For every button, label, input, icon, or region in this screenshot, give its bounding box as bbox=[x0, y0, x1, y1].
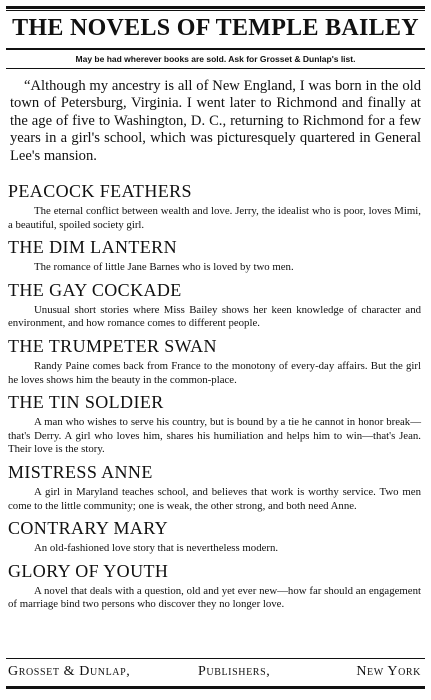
book-entry bbox=[8, 560, 421, 612]
book-list bbox=[8, 180, 421, 616]
book-description: The romance of little Jane Barnes who is loved by two men. bbox=[34, 261, 294, 274]
book-description: A novel that deals with a question, old and yet ever new—how far should an engagement of marriage bind two persons who discover they no longer love. bbox=[8, 584, 421, 611]
publisher-city: New York bbox=[356, 664, 421, 679]
book-title: THE DIM LANTERN bbox=[8, 237, 177, 258]
book-title: GLORY OF YOUTH bbox=[8, 560, 169, 581]
book-entry bbox=[8, 335, 421, 387]
publisher-role: Publishers, bbox=[198, 664, 271, 679]
book-description: Unusual short stories where Miss Bailey shows her keen knowledge of character and environment, and how romance comes to different people. bbox=[8, 303, 421, 330]
book-title: THE TRUMPETER SWAN bbox=[8, 335, 217, 356]
page-title: THE NOVELS OF TEMPLE BAILEY bbox=[12, 15, 419, 41]
book-title: THE TIN SOLDIER bbox=[8, 392, 164, 413]
top-double-rule bbox=[6, 6, 425, 9]
book-description: The eternal conflict between wealth and love. Jerry, the idealist who is poor, loves Mimi, a beautiful, spoiled society girl. bbox=[8, 205, 421, 231]
bottom-rule bbox=[6, 686, 425, 689]
book-title: MISTRESS ANNE bbox=[8, 461, 153, 482]
publisher-name: Grosset & Dunlap, bbox=[8, 664, 131, 679]
book-entry bbox=[8, 236, 421, 275]
top-thin-rule bbox=[6, 10, 425, 11]
subtitle-rule bbox=[6, 68, 425, 69]
book-description: A man who wishes to serve his country, but is bound by a tie he cannot in honor break—that's Derry. A girl who loves him, shares his humiliation and helps him to win—that's Jean. Their love is the story. bbox=[8, 416, 421, 456]
book-entry bbox=[8, 517, 421, 556]
book-title: THE GAY COCKADE bbox=[8, 279, 182, 300]
book-entry bbox=[8, 180, 421, 232]
book-description: An old-fashioned love story that is nevertheless modern. bbox=[34, 542, 279, 555]
book-title: PEACOCK FEATHERS bbox=[8, 181, 192, 201]
publisher-footer bbox=[8, 664, 421, 684]
book-entry bbox=[8, 391, 421, 457]
book-entry bbox=[8, 279, 421, 331]
availability-note: May be had wherever books are sold. Ask for Grosset & Dunlap's list. bbox=[75, 54, 356, 64]
book-entry bbox=[8, 461, 421, 513]
title-rule bbox=[6, 48, 425, 50]
book-description: A girl in Maryland teaches school, and believes that work is worthy service. Two men come to the little community; one is weak, the other strong, and both need Anne. bbox=[8, 485, 421, 512]
footer-rule bbox=[6, 658, 425, 659]
author-quote: “Although my ancestry is all of New England, I was born in the old town of Petersburg, Virginia. I went later to Richmond and finally at the age of five to Washington, D. C., returning to Richmond for a few years in a girl's school, which was picturesquely quartered in General Lee's mansion. bbox=[10, 78, 421, 164]
book-description: Randy Paine comes back from France to the monotony of every-day affairs. But the girl he loves shows him the beauty in the common-place. bbox=[8, 359, 421, 386]
book-title: CONTRARY MARY bbox=[8, 518, 169, 539]
